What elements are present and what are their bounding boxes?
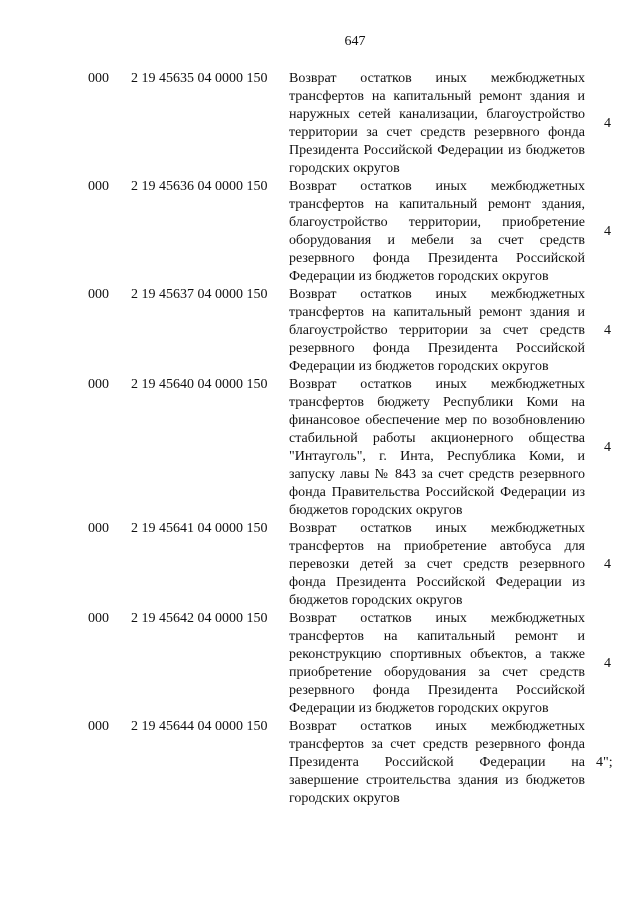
admin-code: 000 xyxy=(88,521,109,536)
income-description: Возврат остатков иных межбюджетных трансфертов на капитальный ремонт здания, благоустройство территории, приобретение оборудования и мебели за счет средств резервного фонда Президента Российской Федерации из бюджетов городских округов xyxy=(289,179,585,284)
table-row xyxy=(0,70,640,178)
budget-classification-code: 2 19 45637 04 0000 150 xyxy=(131,287,268,302)
budget-code-table xyxy=(0,70,640,808)
budget-classification-code: 2 19 45640 04 0000 150 xyxy=(131,377,268,392)
admin-code: 000 xyxy=(88,719,109,734)
table-row xyxy=(0,520,640,610)
norm-value: 4 xyxy=(604,224,611,239)
admin-code: 000 xyxy=(88,71,109,86)
norm-value: 4 xyxy=(604,323,611,338)
income-description: Возврат остатков иных межбюджетных трансфертов за счет средств резервного фонда Президента Российской Федерации на завершение строительства здания из бюджетов городских округов xyxy=(289,719,585,806)
norm-value: 4 xyxy=(604,557,611,572)
budget-classification-code: 2 19 45641 04 0000 150 xyxy=(131,521,268,536)
table-row xyxy=(0,610,640,718)
table-row xyxy=(0,286,640,376)
income-description: Возврат остатков иных межбюджетных трансфертов на приобретение автобуса для перевозки детей за счет средств резервного фонда Президента Российской Федерации из бюджетов городских округов xyxy=(289,521,585,608)
norm-value: 4"; xyxy=(596,755,613,770)
budget-classification-code: 2 19 45635 04 0000 150 xyxy=(131,71,268,86)
norm-value: 4 xyxy=(604,116,611,131)
budget-classification-code: 2 19 45636 04 0000 150 xyxy=(131,179,268,194)
norm-value: 4 xyxy=(604,656,611,671)
admin-code: 000 xyxy=(88,287,109,302)
income-description: Возврат остатков иных межбюджетных трансфертов на капитальный ремонт здания и наружных сетей канализации, благоустройство территории за счет средств резервного фонда Президента Российской Федерации из бюджетов городских округов xyxy=(289,71,585,176)
admin-code: 000 xyxy=(88,179,109,194)
norm-value: 4 xyxy=(604,440,611,455)
income-description: Возврат остатков иных межбюджетных трансфертов на капитальный ремонт здания и благоустройство территории за счет средств резервного фонда Президента Российской Федерации из бюджетов городских округов xyxy=(289,287,585,374)
budget-classification-code: 2 19 45642 04 0000 150 xyxy=(131,611,268,626)
admin-code: 000 xyxy=(88,377,109,392)
income-description: Возврат остатков иных межбюджетных трансфертов на капитальный ремонт и реконструкцию спортивных объектов, а также приобретение оборудования за счет средств резервного фонда Президента Российской Федерации из бюджетов городских округов xyxy=(289,611,585,716)
budget-classification-code: 2 19 45644 04 0000 150 xyxy=(131,719,268,734)
income-description: Возврат остатков иных межбюджетных трансфертов бюджету Республики Коми на финансовое обеспечение мер по возобновлению стабильной работы акционерного общества "Интауголь", г. Инта, Республика Коми, и запуску лавы № 843 за счет средств резервного фонда Правительства Российской Федерации из бюджетов городских округов xyxy=(289,377,585,518)
table-row xyxy=(0,718,640,808)
page-number: 647 xyxy=(344,34,366,49)
table-row xyxy=(0,376,640,520)
admin-code: 000 xyxy=(88,611,109,626)
table-row xyxy=(0,178,640,286)
